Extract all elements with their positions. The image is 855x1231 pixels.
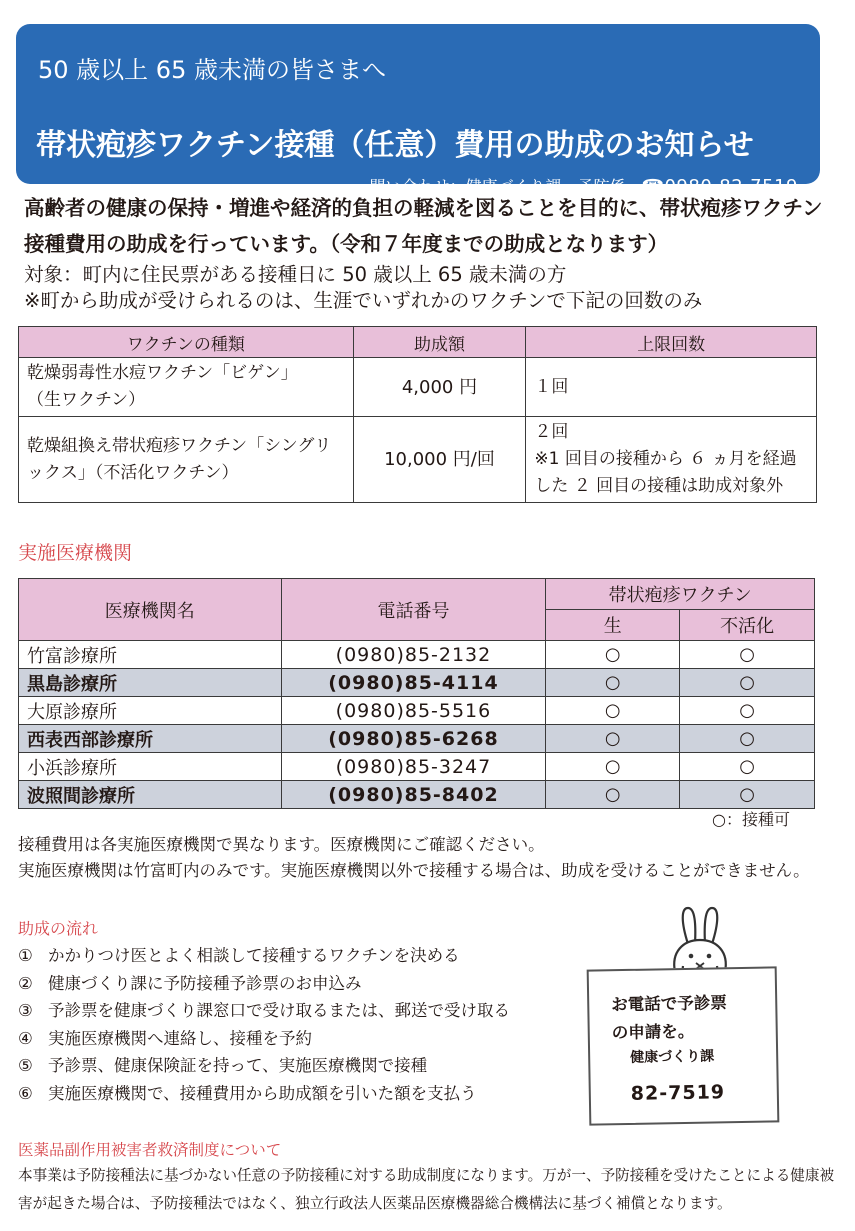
header-banner: [16, 24, 820, 197]
clinic-phone: (0980)85-8402: [281, 781, 546, 809]
header-phone: 電話番号: [281, 579, 546, 641]
vaccine-name-line: ックス」（不活化ワクチン）: [27, 462, 239, 483]
list-item: [18, 942, 510, 970]
list-item: [18, 970, 510, 998]
contact-tel: ☎0980-82-7519: [641, 176, 798, 197]
clinic-phone: (0980)85-6268: [281, 725, 546, 753]
clinic-name: 波照間診療所: [19, 781, 282, 809]
card-line: お電話で予診票: [611, 993, 727, 1015]
card-department: 健康づくり課: [630, 1048, 715, 1066]
clinic-inactive: ○: [680, 697, 815, 725]
target-note: ※町から助成が受けられるのは、生涯でいずれかのワクチンで下記の回数のみ: [24, 289, 703, 312]
step-number: ④: [18, 1028, 33, 1048]
flow-title: 助成の流れ: [18, 919, 99, 938]
limit-line: した ２ 回目の接種は助成対象外: [534, 476, 784, 496]
vaccine-name: [19, 358, 354, 417]
step-text: 予診票を健康づくり課窓口で受け取るまたは、郵送で受け取る: [48, 1001, 510, 1020]
step-text: 実施医療機関へ連絡し、接種を予約: [48, 1028, 312, 1048]
clinics-header-row: [19, 579, 815, 610]
limit-line: １回: [534, 376, 569, 397]
phone-request-card: [587, 966, 780, 1125]
list-item: [18, 1025, 510, 1053]
table-row: [19, 781, 815, 809]
table-row: [19, 725, 815, 753]
step-text: 実施医療機関で、接種費用から助成額を引いた額を支払う: [48, 1083, 477, 1103]
vaccine-name-line: （生ワクチン）: [27, 390, 146, 410]
clinic-inactive: ○: [680, 781, 815, 809]
clinic-live: ○: [546, 641, 680, 669]
clinic-name: 小浜診療所: [19, 753, 282, 781]
step-number: ③: [18, 1001, 33, 1020]
limit-line: ２回: [534, 422, 569, 442]
step-text: 予診票、健康保険証を持って、実施医療機関で接種: [48, 1056, 428, 1075]
clinic-live: ○: [546, 725, 680, 753]
target-info: [24, 262, 844, 314]
step-number: ②: [18, 973, 33, 993]
clinics-section-title: 実施医療機関: [18, 542, 133, 564]
clinic-inactive: ○: [680, 753, 815, 781]
header-limit: 上限回数: [526, 327, 817, 358]
header-vaccine-type: ワクチンの種類: [19, 327, 354, 358]
clinic-phone: (0980)85-3247: [281, 753, 546, 781]
list-item: [18, 997, 510, 1025]
clinic-name: 西表西部診療所: [19, 725, 282, 753]
clinic-live: ○: [546, 781, 680, 809]
relief-title: 医薬品副作用被害者救済制度について: [18, 1141, 282, 1159]
clinic-inactive: ○: [680, 641, 815, 669]
vaccine-name-line: 乾燥組換え帯状疱疹ワクチン「シングリ: [27, 435, 332, 456]
note-line: 実施医療機関は竹富町内のみです。実施医療機関以外で接種する場合は、助成を受けることができません。: [18, 861, 810, 880]
vaccine-amount: 4,000 円: [353, 358, 526, 417]
vaccine-name: [19, 417, 354, 503]
vaccine-name-line: 乾燥弱毒性水痘ワクチン「ビゲン」: [27, 363, 298, 383]
step-number: ①: [18, 946, 33, 965]
clinic-phone: (0980)85-5516: [281, 697, 546, 725]
table-legend: ○：接種可: [712, 810, 790, 829]
flow-list: [18, 942, 510, 1107]
vaccine-limit: [526, 417, 817, 503]
step-number: ⑤: [18, 1056, 33, 1075]
relief-text: 本事業は予防接種法に基づかない任意の予防接種に対する助成制度になります。万が一、予防接種を受けたことによる健康被害が起きた場合は、予防接種法ではなく、独立行政法人医薬品医療機器総合機構法に基づく補償となります。: [18, 1167, 835, 1212]
list-item: [18, 1080, 510, 1108]
step-text: かかりつけ医とよく相談して接種するワクチンを決める: [48, 946, 460, 965]
list-item: [18, 1052, 510, 1080]
card-phone: 82-7519: [630, 1081, 726, 1105]
clinic-phone: (0980)85-2132: [281, 641, 546, 669]
header-amount: 助成額: [353, 327, 526, 358]
header-clinic-name: 医療機関名: [19, 579, 282, 641]
header-inactive: 不活化: [680, 610, 815, 641]
table-row: [19, 697, 815, 725]
header-vaccine: 帯状疱疹ワクチン: [546, 579, 815, 610]
vaccine-table: [18, 326, 817, 503]
limit-line: ※1 回目の接種から ６ ヵ月を経過: [534, 449, 797, 469]
table-row: [19, 417, 817, 503]
clinic-live: ○: [546, 697, 680, 725]
table-row: [19, 753, 815, 781]
table-row: [19, 669, 815, 697]
clinic-name: 大原診療所: [19, 697, 282, 725]
vaccine-amount: 10,000 円/回: [353, 417, 526, 503]
card-line: の申請を。: [611, 1021, 695, 1043]
clinics-table: [18, 578, 815, 809]
clinic-live: ○: [546, 753, 680, 781]
table-row: [19, 641, 815, 669]
lead-text: 高齢者の健康の保持・増進や経済的負担の軽減を図ることを目的に、帯状疱疹ワクチン接種費用の助成を行っています。（令和７年度までの助成となります）: [24, 196, 823, 256]
step-number: ⑥: [18, 1083, 33, 1103]
clinic-phone: (0980)85-4114: [281, 669, 546, 697]
note-line: 接種費用は各実施医療機関で異なります。医療機関にご確認ください。: [18, 835, 545, 854]
vaccine-table-header: [19, 327, 817, 358]
header-live: 生: [546, 610, 680, 641]
clinic-inactive: ○: [680, 725, 815, 753]
target-line: 対象：町内に住民票がある接種日に 50 歳以上 65 歳未満の方: [24, 263, 567, 286]
contact-prefix: 問い合わせ：健康づくり課 予防係: [369, 177, 642, 196]
clinic-inactive: ○: [680, 669, 815, 697]
clinic-name: 竹富診療所: [19, 641, 282, 669]
header-subtitle: 50 歳以上 65 歳未満の皆さまへ: [38, 56, 386, 84]
table-row: [19, 358, 817, 417]
vaccine-limit: [526, 358, 817, 417]
step-text: 健康づくり課に予防接種予診票のお申込み: [48, 973, 362, 993]
clinic-live: ○: [546, 669, 680, 697]
page-title: 帯状疱疹ワクチン接種（任意）費用の助成のお知らせ: [36, 128, 754, 163]
clinic-name: 黒島診療所: [19, 669, 282, 697]
notes: [18, 832, 828, 884]
